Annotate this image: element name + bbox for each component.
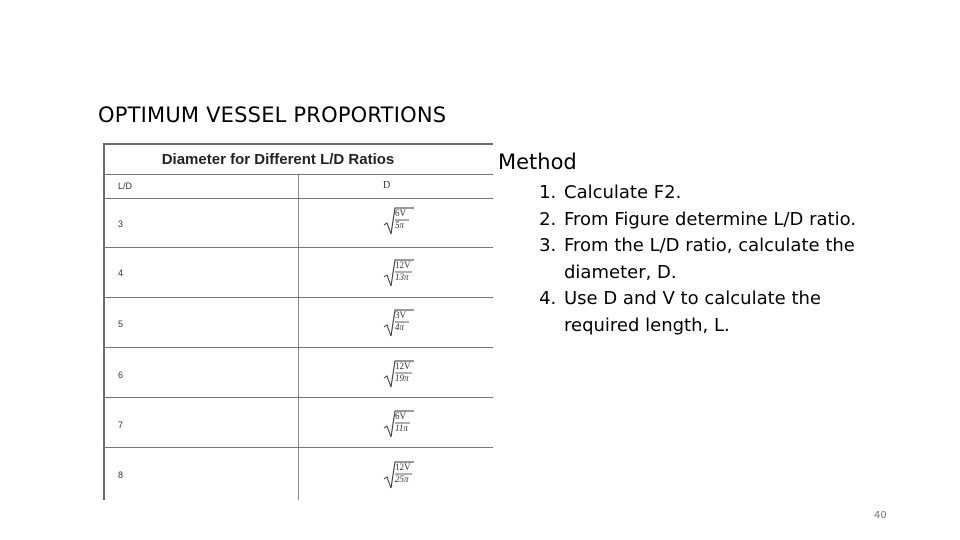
- column-header-d: D: [383, 180, 391, 191]
- table-cell-d: [383, 309, 415, 337]
- fraction-denominator: 13π: [395, 272, 409, 282]
- table-cell-ld: 6: [118, 370, 124, 380]
- fraction-denominator: 11π: [395, 423, 408, 433]
- fraction-numerator: 6V: [395, 208, 406, 218]
- table-caption: Diameter for Different L/D Ratios: [161, 151, 395, 168]
- table-cell-d: [383, 410, 415, 438]
- method-steps-list: [498, 180, 884, 339]
- table-cell-ld: 7: [118, 420, 124, 430]
- table-divider: [103, 347, 493, 348]
- table-cell-ld: 8: [118, 470, 124, 480]
- fraction-numerator: 3V: [395, 310, 406, 320]
- fraction-numerator: 12V: [395, 462, 411, 472]
- fraction-denominator: 19π: [395, 373, 409, 383]
- method-step: 4. Use D and V to calculate the required length, L.: [562, 286, 864, 339]
- table-divider: [103, 397, 493, 398]
- table-divider: [103, 447, 493, 448]
- fraction-numerator: 12V: [395, 361, 411, 371]
- method-section: [498, 150, 884, 339]
- fraction-numerator: 6V: [395, 411, 406, 421]
- table-cell-d: [383, 207, 415, 235]
- fraction-numerator: 12V: [395, 260, 411, 270]
- method-step: 2. From Figure determine L/D ratio.: [562, 207, 884, 234]
- ld-ratio-table: [103, 143, 493, 500]
- fraction-denominator: 5π: [395, 220, 405, 230]
- slide-title: OPTIMUM VESSEL PROPORTIONS: [98, 103, 447, 127]
- table-cell-d: [383, 360, 415, 388]
- fraction-denominator: 4π: [395, 322, 405, 332]
- table-column-divider: [298, 174, 299, 500]
- method-step: 3. From the L/D ratio, calculate the diameter, D.: [562, 233, 884, 286]
- page-number: 40: [874, 510, 887, 521]
- table-cell-ld: 5: [118, 319, 124, 329]
- table-cell-ld: 3: [118, 219, 124, 229]
- column-header-ld: L/D: [118, 181, 133, 191]
- table-divider: [103, 297, 493, 298]
- fraction-denominator: 25π: [395, 474, 409, 484]
- table-cell-ld: 4: [118, 268, 124, 278]
- table-cell-d: [383, 461, 415, 489]
- method-step: 1. Calculate F2.: [562, 180, 884, 207]
- table-cell-d: [383, 259, 415, 287]
- table-divider: [103, 247, 493, 248]
- method-heading: Method: [498, 150, 577, 174]
